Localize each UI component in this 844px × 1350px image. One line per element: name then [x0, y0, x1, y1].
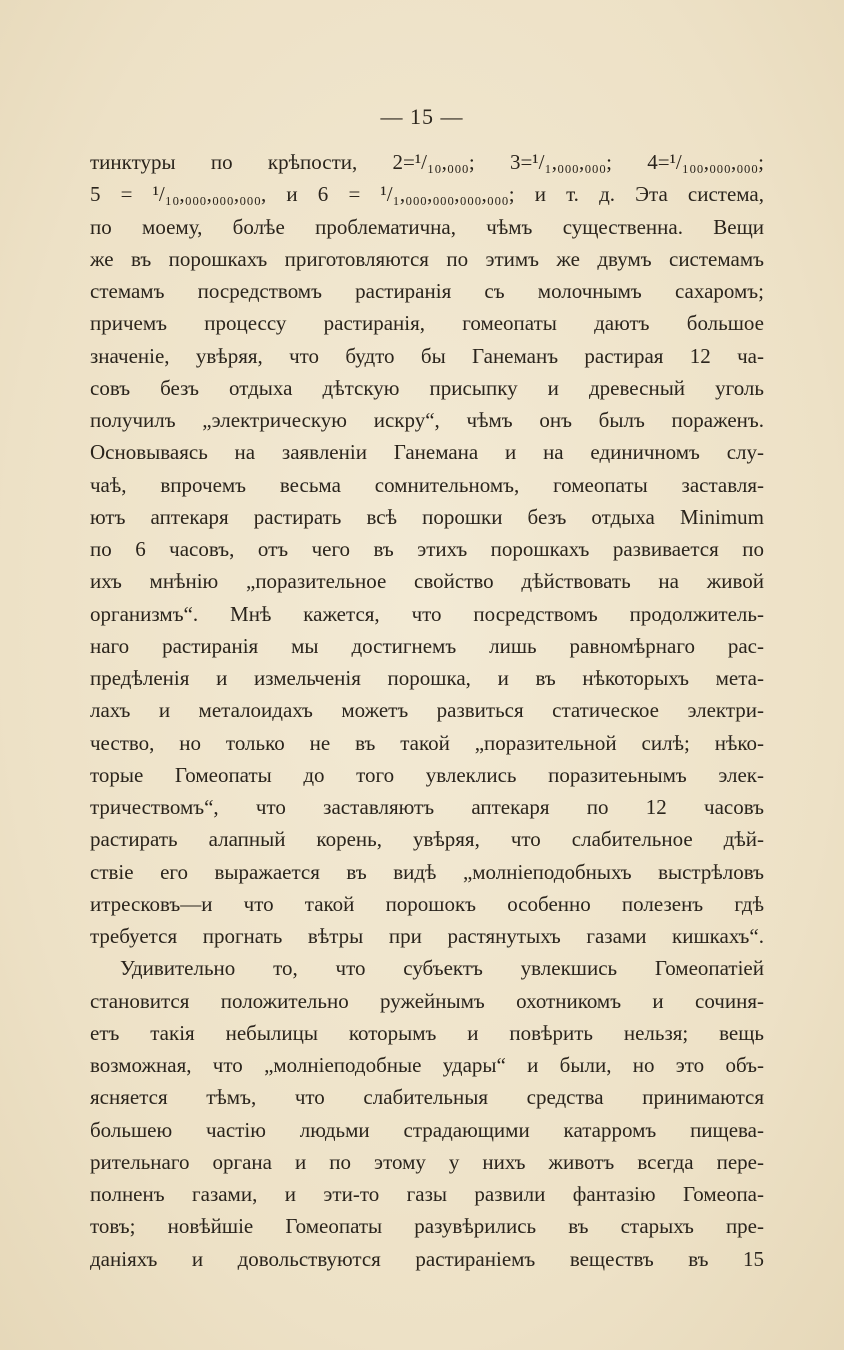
text-line: чество, но только не въ такой „поразительной силѣ; нѣко- — [90, 730, 764, 755]
text-line: растирать алапный корень, увѣряя, что слабительное дѣй- — [90, 827, 764, 852]
page-number: — 15 — — [380, 104, 464, 129]
text-line: чаѣ, впрочемъ весьма сомнительномъ, гомеопаты заставля- — [90, 472, 764, 497]
text-line: рительнаго органа и по этому у нихъ животъ всегда пере- — [90, 1149, 764, 1174]
text-line: требуется прогнать вѣтры при растянутыхъ газами кишкахъ“. — [90, 924, 764, 948]
text-line: значеніе, увѣряя, что будто бы Ганеманъ растирая 12 ча- — [90, 343, 764, 368]
text-line: совъ безъ отдыха дѣтскую присыпку и древесный уголь — [90, 375, 764, 400]
text-line: етъ такія небылицы которымъ и повѣрить нельзя; вещь — [90, 1020, 764, 1045]
text-line: же въ порошкахъ приготовляются по этимъ же двумъ системамъ — [90, 246, 764, 271]
text-line: даніяхъ и довольствуются растираніемъ веществъ въ 15 — [90, 1246, 764, 1271]
text-line: итресковъ—и что такой порошокъ особенно полезенъ гдѣ — [90, 891, 764, 916]
text-line: тинктуры по крѣпости, 2=¹/₁₀,₀₀₀; 3=¹/₁,₀₀₀,₀₀₀; 4=¹/₁₀₀,₀₀₀,₀₀₀; — [90, 150, 764, 174]
text-line: лахъ и металоидахъ можетъ развиться статическое электри- — [90, 698, 764, 723]
body-text — [90, 146, 764, 1275]
text-line: организмъ“. Мнѣ кажется, что посредствомъ продолжитель- — [90, 601, 764, 626]
text-line: стемамъ посредствомъ растиранія съ молочнымъ сахаромъ; — [90, 279, 764, 303]
text-line: ютъ аптекаря растирать всѣ порошки безъ отдыха Minimum — [90, 504, 764, 529]
text-line: тричествомъ“, что заставляютъ аптекаря по 12 часовъ — [90, 795, 764, 819]
text-line: товъ; новѣйшіе Гомеопаты разувѣрились въ старыхъ пре- — [90, 1214, 764, 1239]
text-line: по моему, болѣе проблематична, чѣмъ существенна. Вещи — [90, 214, 764, 239]
text-line: большею частію людьми страдающими катарромъ пищева- — [90, 1117, 764, 1142]
text-line: наго растиранія мы достигнемъ лишь равномѣрнаго рас- — [90, 633, 764, 658]
text-line: становится положительно ружейнымъ охотникомъ и сочиня- — [90, 988, 764, 1013]
text-line: предѣленія и измельченія порошка, и въ нѣкоторыхъ мета- — [90, 666, 764, 690]
text-line: причемъ процессу растиранія, гомеопаты даютъ большое — [90, 311, 764, 336]
text-line: ствіе его выражается въ видѣ „молніеподобныхъ выстрѣловъ — [90, 859, 764, 884]
text-line: ихъ мнѣнію „поразительное свойство дѣйствовать на живой — [90, 569, 764, 594]
text-line: ясняется тѣмъ, что слабительныя средства принимаются — [90, 1085, 764, 1110]
text-line: торые Гомеопаты до того увлеклись поразитеьнымъ элек- — [90, 762, 764, 787]
text-line: возможная, что „молніеподобные удары“ и были, но это объ- — [90, 1053, 764, 1077]
text-line: получилъ „электрическую искру“, чѣмъ онъ былъ пораженъ. — [90, 408, 764, 432]
text-line: 5 = ¹/₁₀,₀₀₀,₀₀₀,₀₀₀, и 6 = ¹/₁,₀₀₀,₀₀₀,₀₀₀,₀₀₀; и т. д. Эта система, — [90, 182, 764, 207]
text-line: полненъ газами, и эти-то газы развили фантазію Гомеопа- — [90, 1182, 764, 1206]
text-line: Основываясь на заявленіи Ганемана и на единичномъ слу- — [90, 440, 764, 465]
text-line: Удивительно то, что субъектъ увлекшись Гомеопатіей — [120, 956, 764, 981]
text-line: по 6 часовъ, отъ чего въ этихъ порошкахъ развивается по — [90, 537, 764, 561]
